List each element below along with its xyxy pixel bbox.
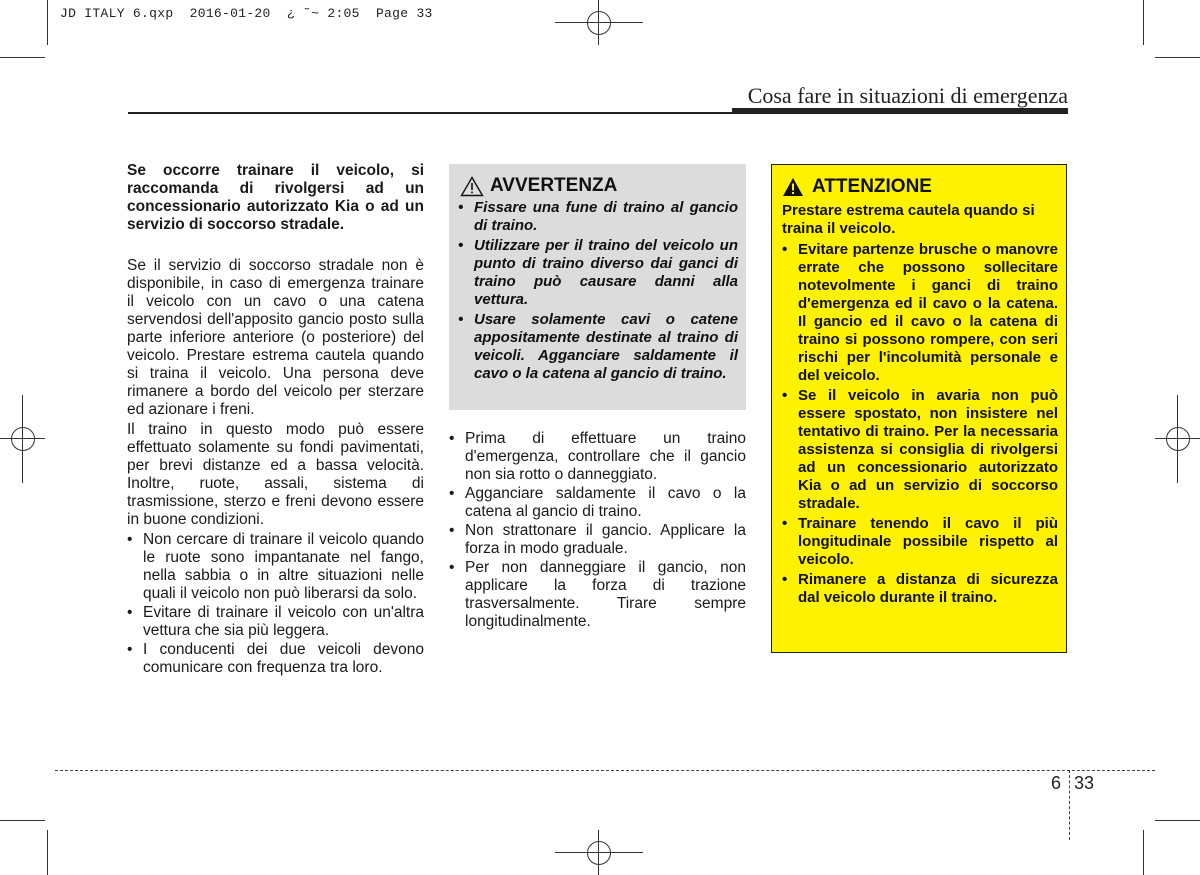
footer-rule [55,770,1155,771]
caution-item-text: Trainare tenendo il cavo il più longitudinale possibile rispetto al veicolo. [798,515,1058,568]
list-item [449,559,746,631]
chapter-number: 6 [1051,773,1062,793]
bullet-glyph: • [127,641,133,658]
body-paragraph: Il traino in questo modo può essere effettuato solamente su fondi pavimentati, per brevi distanze ed a bassa velocità. Inoltre, ruote, assali, sistema di trasmissione, sterzo e freni devono essere in buone condizioni. [127,421,424,528]
bullet-glyph: • [782,571,788,588]
caution-content [782,202,1058,609]
list-item-text: I conducenti dei due veicoli devono comunicare con frequenza tra loro. [143,641,424,676]
warning-item [458,199,738,235]
crop-mark [1155,57,1200,58]
caution-item-text: Rimanere a distanza di sicurezza dal veicolo durante il traino. [798,571,1058,606]
bullet-glyph: • [449,430,455,447]
list-item-text: Evitare di trainare il veicolo con un'altra vettura che sia più leggera. [143,604,424,639]
list-item [449,485,746,521]
list-item [127,531,424,603]
warning-title: AVVERTENZA [490,175,618,196]
page-number: 33 [1074,773,1095,793]
crop-mark [0,820,45,821]
crop-mark [1155,820,1200,821]
caution-item [782,515,1058,569]
section-title: Cosa fare in situazioni di emergenza [747,83,1068,108]
registration-mark-right [1155,395,1200,483]
bullet-glyph: • [458,237,464,254]
caution-item [782,571,1058,607]
caution-heading [782,176,932,198]
bullet-glyph: • [449,559,455,576]
left-column [127,162,424,678]
bullet-glyph: • [458,199,464,216]
warning-item [458,237,738,309]
lead-paragraph: Se occorre trainare il veicolo, si raccomanda di rivolgersi ad un concessionario autorizzato Kia o ad un servizio di soccorso stradale. [127,162,424,233]
list-item-text: Non strattonare il gancio. Applicare la forza in modo graduale. [465,522,746,557]
middle-column [449,430,746,632]
caution-item-text: Se il veicolo in avaria non può essere spostato, non insistere nel tentativo di traino. Per la necessaria assistenza si consiglia di rivolgersi ad un concessionario autorizzato Kia o ad un servizio di soccorso stradale. [798,387,1058,512]
registration-mark-bottom [555,830,643,875]
bullet-list [127,531,424,677]
bullet-glyph: • [458,311,464,328]
bullet-glyph: • [449,522,455,539]
warning-heading [460,175,617,197]
crop-mark [47,0,48,45]
bullet-glyph: • [449,485,455,502]
warning-item-text: Usare solamente cavi o catene appositamente destinate al traino di veicoli. Agganciare saldamente il cavo o la catena al gancio di traino. [474,311,738,382]
crop-mark [1143,830,1144,875]
crop-mark [0,57,45,58]
list-item [127,604,424,640]
warning-item [458,311,738,383]
caution-item [782,387,1058,513]
warning-list [458,199,738,385]
registration-mark-top [555,0,643,45]
bullet-glyph: • [782,515,788,532]
warning-triangle-outline-icon [460,176,484,197]
print-slug: JD ITALY 6.qxp 2016-01-20 ¿ ˜~ 2:05 Page 33 [60,6,433,21]
caution-title: ATTENZIONE [812,176,932,197]
body-paragraph: Se il servizio di soccorso stradale non è disponibile, in caso di emergenza trainare il veicolo con un cavo o una catena servendosi dell'apposito gancio posto sulla parte inferiore anteriore (o posteriore) del veicolo. Prestare estrema cautela quando si traina il veicolo. Una persona deve rimanere a bordo del veicolo per sterzare ed azionare i freni. [127,257,424,418]
warning-triangle-filled-icon [782,177,804,197]
list-item-text: Non cercare di trainare il veicolo quando le ruote sono impantanate nel fango, nella sabbia o in altre situazioni nelle quali il veicolo non può liberarsi da solo. [143,531,424,602]
caution-item [782,241,1058,385]
caution-intro: Prestare estrema cautela quando si traina il veicolo. [782,202,1035,237]
bullet-glyph: • [127,531,133,548]
crop-mark [1143,0,1144,45]
list-item [449,522,746,558]
bullet-list [449,430,746,631]
footer-divider [1069,770,1070,840]
bullet-glyph: • [127,604,133,621]
list-item [127,641,424,677]
warning-item-text: Fissare una fune di traino al gancio di traino. [474,199,738,234]
header-rule-accent [732,108,1068,114]
bullet-glyph: • [782,241,788,258]
caution-item-text: Evitare partenze brusche o manovre errate che possono sollecitare notevolmente i ganci di traino d'emergenza ed il cavo o la catena. Il gancio ed il cavo o la catena di traino si possono rompere, con seri rischi per l'incolumità personale e del veicolo. [798,241,1058,384]
bullet-glyph: • [782,387,788,404]
list-item [449,430,746,484]
list-item-text: Per non danneggiare il gancio, non applicare la forza di trazione trasversalmente. Tirare sempre longitudinalmente. [465,559,746,630]
warning-item-text: Utilizzare per il traino del veicolo un punto di traino diverso dai ganci di traino può causare danni alla vettura. [474,237,738,308]
registration-mark-left [0,395,45,483]
list-item-text: Agganciare saldamente il cavo o la catena al gancio di traino. [465,485,746,520]
list-item-text: Prima di effettuare un traino d'emergenza, controllare che il gancio non sia rotto o danneggiato. [465,430,746,483]
crop-mark [47,830,48,875]
